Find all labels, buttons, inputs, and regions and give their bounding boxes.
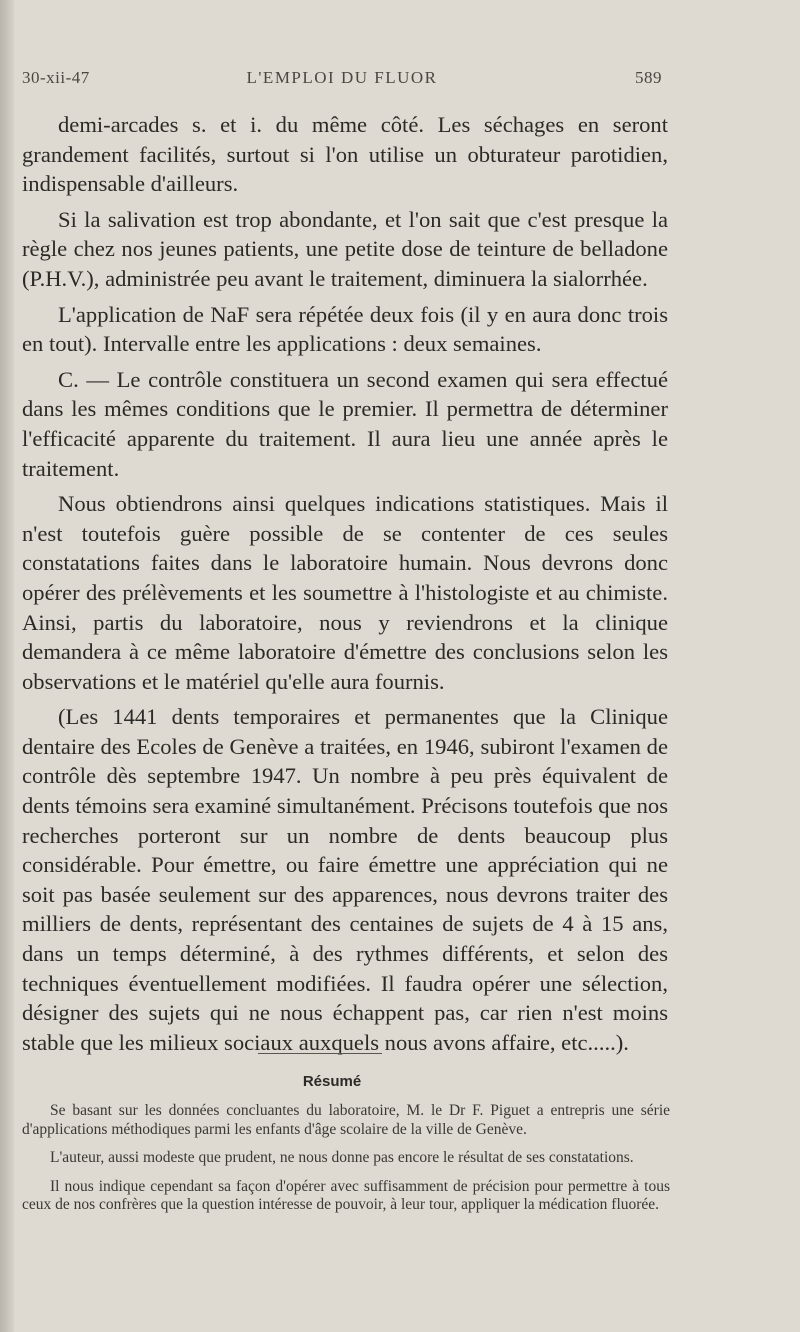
paragraph: Si la salivation est trop abondante, et l'on sait que c'est presque la règle chez nos jeunes patients, une petite dose de teinture de belladone (P.H.V.), administrée peu avant le traitement, diminuera la sialorrhée. (22, 206, 668, 291)
paragraph: Nous obtiendrons ainsi quelques indications statistiques. Mais il n'est toutefois guère possible de se contenter de ces seules constatations faites dans le laboratoire humain. Nous devrons donc opérer des prélèvements et les soumettre à l'histologiste et au chimiste. Ainsi, partis du laboratoire, nous y reviendrons et la clinique demandera à ce même laboratoire d'émettre des conclusions selon les observations et le matériel qu'elle aura fournis. (22, 491, 668, 694)
page-gutter-shadow (0, 0, 14, 1332)
article-body (22, 110, 668, 1057)
section-divider (258, 1053, 382, 1054)
paragraph: demi-arcades s. et i. du même côté. Les séchages en seront grandement facilités, surtout si l'on utilise un obturateur parotidien, indispensable d'ailleurs. (22, 112, 668, 197)
header-date: 30-xii-47 (22, 68, 90, 87)
page-number: 589 (635, 68, 662, 87)
summary-paragraph: Il nous indique cependant sa façon d'opérer avec suffisamment de précision pour permettre à tous ceux de nos confrères que la question intéresse de pouvoir, à leur tour, appliquer la médication fluorée. (22, 1177, 670, 1213)
paragraph: L'application de NaF sera répétée deux fois (il y en aura donc trois en tout). Intervalle entre les applications : deux semaines. (22, 301, 668, 357)
header-title: L'EMPLOI DU FLUOR (246, 68, 438, 87)
paragraph: C. — Le contrôle constituera un second examen qui sera effectué dans les mêmes conditions que le premier. Il permettra de déterminer l'efficacité apparente du traitement. Il aura lieu une année après le traitement. (22, 366, 668, 481)
summary-block (22, 1102, 670, 1225)
summary-heading: Résumé (302, 1073, 362, 1090)
summary-paragraph: L'auteur, aussi modeste que prudent, ne nous donne pas encore le résultat de ses constatations. (50, 1149, 634, 1166)
summary-paragraph: Se basant sur les données concluantes du laboratoire, M. le Dr F. Piguet a entrepris une série d'applications méthodiques parmi les enfants d'âge scolaire de la ville de Genève. (22, 1102, 670, 1138)
paragraph: (Les 1441 dents temporaires et permanentes que la Clinique dentaire des Ecoles de Genève a traitées, en 1946, subiront l'examen de contrôle dès septembre 1947. Un nombre à peu près équivalent de dents témoins sera examiné simultanément. Précisons toutefois que nos recherches porteront sur un nombre de dents beaucoup plus considérable. Pour émettre, ou faire émettre une appréciation qui ne soit pas basée seulement sur des apparences, nous devrons traiter des milliers de dents, représentant des centaines de sujets de 4 à 15 ans, dans un temps déterminé, à des rythmes différents, et selon des techniques éventuellement modifiées. Il faudra opérer une sélection, désigner des sujets qui ne nous échappent pas, car rien n'est moins stable que les milieux sociaux auxquels nous avons affaire, etc.....). (22, 704, 668, 1055)
